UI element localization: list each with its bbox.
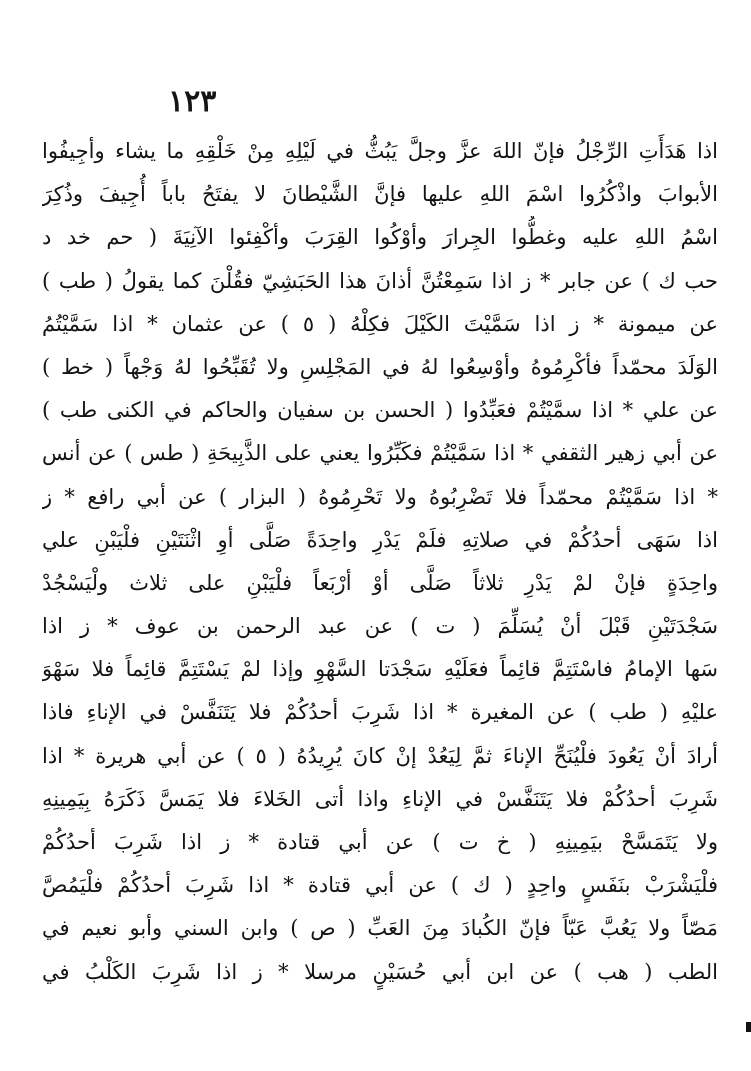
text-line: واحِدَةٍ فإنْ لمْ يَدْرِ ثلاثاً صَلَّى أوْ أرْبَعاً فلْيَبْنِ على ثلاث ولْيَسْجُدْ xyxy=(42,570,718,595)
text-line: عليْهِ ( طب ) عن المغيرة * اذا شَرِبَ أحدُكُمْ فلا يَتَنَفَّسْ في الإناءِ فاذا xyxy=(42,700,718,725)
scan-edge-mark xyxy=(746,1022,751,1032)
text-line: عن أبي زهير الثقفي * اذا سَمَّيْتُمْ فكَبِّرُوا يعني على الذَّبِيحَةِ ( طس ) عن أنس xyxy=(42,441,718,466)
text-line: حب ك ) عن جابر * ز اذا سَمِعْتُنَّ أذانَ هذا الحَبَشِيّ فقُلْنَ كما يقولُ ( طب ) xyxy=(42,268,718,293)
text-line: ولا يَتَمَسَّحْ بيَمِينِهِ ( خ ت ) عن أبي قتادة * ز اذا شَرِبَ أحدُكُمْ xyxy=(42,830,718,854)
page-number: ١٢٣ xyxy=(168,84,217,119)
text-line: الأبوابَ واذْكُرُوا اسْمَ اللهِ عليها فإنَّ الشَّيْطانَ لا يفتَحُ باباً أُجِيفَ وذُكِرَ xyxy=(42,182,718,207)
text-line: سَجْدَتَيْنِ قَبْلَ أنْ يُسَلِّمَ ( ت ) عن عبد الرحمن بن عوف * ز اذا xyxy=(42,614,718,639)
text-line: شَرِبَ أحدُكُمْ فلا يَتَنَفَّسْ في الإناءِ واذا أتى الخَلاءَ فلا يَمَسَّ ذَكَرَهُ بِيَمِينِهِ xyxy=(42,786,718,811)
text-line: اسْمُ اللهِ عليه وغطُّوا الجِرارَ وأوْكُوا القِرَبَ وأكْفِئوا الآنِيَةَ ( حم خد د xyxy=(42,225,718,250)
text-line: اذا سَهَى أحدُكُمْ في صلاتِهِ فلَمْ يَدْرِ واحِدَةً صَلَّى أوِ اثْنَتَيْنِ فلْيَبْنِ علي xyxy=(42,527,718,552)
text-line: عن ميمونة * ز اذا سَمَّيْتَ الكَيْلَ فكِلْهُ ( ٥ ) عن عثمان * اذا سَمَّيْتُمُ xyxy=(42,311,718,336)
text-line: * اذا سَمَّيْتُمْ محمّداً فلا تَضْرِبُوهُ ولا تَحْرِمُوهُ ( البزار ) عن أبي رافع * ز xyxy=(42,484,718,509)
text-line: عن علي * اذا سمَّيْتُمْ فعَبِّدُوا ( الحسن بن سفيان والحاكم في الكنى طب ) xyxy=(42,398,718,423)
text-line: أرادَ أنْ يَعُودَ فلْيُنَحِّ الإناءَ ثمَّ لِيَعُدْ إنْ كانَ يُرِيدُهُ ( ٥ ) عن أبي هريرة * اذا xyxy=(42,743,718,768)
text-block xyxy=(42,130,718,994)
text-line: اذا هَدَأَتِ الرِّجْلُ فإنّ اللهَ عزَّ وجلَّ يَبُثُّ في لَيْلِهِ مِنْ خَلْقِهِ ما يشاء وأجِيفُوا xyxy=(42,139,718,163)
text-line: فلْيَشْرَبْ بنَفَسٍ واحِدٍ ( ك ) عن أبي قتادة * اذا شَرِبَ أحدُكُمْ فلْيَمُصَّ xyxy=(42,873,718,898)
text-line: الطب ( هب ) عن ابن أبي حُسَيْنٍ مرسلا * ز اذا شَرِبَ الكَلْبُ في xyxy=(42,959,718,984)
text-line: مَصّاً ولا يَعُبَّ عَبّاً فإنّ الكُبادَ مِنَ العَبِّ ( ص ) وابن السني وأبو نعيم في xyxy=(42,916,718,941)
text-line: الوَلَدَ محمّداً فأكْرِمُوهُ وأوْسِعُوا لهُ في المَجْلِسِ ولا تُقَبِّحُوا لهُ وَجْهاً ( خط ) xyxy=(42,354,718,379)
text-line: سَها الإمامُ فاسْتَتِمَّ قائِماً فعَلَيْهِ سَجْدَتا السَّهْوِ وإذا لمْ يَسْتَتِمَّ قائِماً فلا سَهْوَ xyxy=(42,657,718,682)
